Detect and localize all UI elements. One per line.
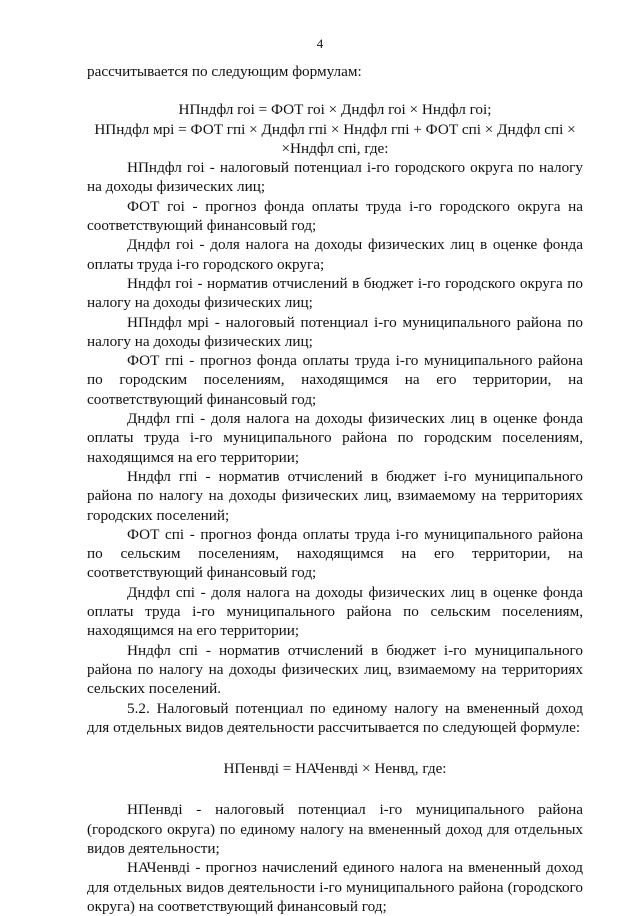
definition-paragraph: ФОТ гпі - прогноз фонда оплаты труда і-го муниципального района по городским поселениям, находящимся на его территории, на соответствующий финансовый год;: [87, 352, 583, 408]
document-body: [87, 62, 583, 916]
formula-ndfl-district-line1: НПндфл мрі = ФОТ гпі × Дндфл гпі × Нндфл гпі + ФОТ спі × Дндфл спі ×: [94, 120, 576, 138]
definition-paragraph: НАЧенвді - прогноз начислений единого налога на вмененный доход для отдельных видов деятельности і-го муниципального района (городского округа) на соответствующий финансовый год;: [87, 859, 583, 915]
definition-paragraph: Дндфл спі - доля налога на доходы физических лиц в оценке фонда оплаты труда і-го муниципального района по сельским поселениям, находящимся на его территории;: [87, 583, 583, 640]
page-number: 4: [316, 36, 324, 51]
definition-paragraph: НПенвді - налоговый потенциал і-го муниципального района (городского округа) по единому налогу на вмененный доход для отдельных видов деятельности;: [87, 801, 583, 857]
definition-paragraph: Нндфл гоі - норматив отчислений в бюджет і-го городского округа по налогу на доходы физических лиц;: [87, 274, 583, 312]
definition-paragraph: Нндфл спі - норматив отчислений в бюджет і-го муниципального района по налогу на доходы физических лиц, взимаемому на территориях сельских поселений.: [87, 641, 583, 698]
definition-paragraph: ФОТ спі - прогноз фонда оплаты труда і-го муниципального района по сельским поселениям, находящимся на его территории, на соответствующий финансовый год;: [87, 525, 583, 582]
formula-ndfl-district-line2: ×Нндфл спі, где:: [281, 139, 389, 157]
formula-envd: НПенвді = НАЧенвді × Ненвд, где:: [223, 760, 447, 778]
section-5-2-paragraph: 5.2. Налоговый потенциал по единому налогу на вмененный доход для отдельных видов деятельности рассчитывается по следующей формуле:: [87, 699, 583, 736]
definition-paragraph: Дндфл гпі - доля налога на доходы физических лиц в оценке фонда оплаты труда і-го муниципального района по городским поселениям, находящимся на его территории;: [87, 410, 583, 466]
definition-paragraph: ФОТ гоі - прогноз фонда оплаты труда і-го городского округа на соответствующий финансовый год;: [87, 197, 583, 235]
formula-ndfl-city: НПндфл гоі = ФОТ гоі × Дндфл гоі × Нндфл гоі;: [178, 101, 492, 119]
intro-line: рассчитывается по следующим формулам:: [87, 63, 362, 80]
definition-paragraph: Дндфл гоі - доля налога на доходы физических лиц в оценке фонда оплаты труда і-го городского округа;: [87, 236, 583, 273]
definition-paragraph: НПндфл мрі - налоговый потенциал і-го муниципального района по налогу на доходы физических лиц;: [87, 313, 583, 350]
definition-paragraph: Нндфл гпі - норматив отчислений в бюджет і-го муниципального района по налогу на доходы физических лиц, взимаемому на территориях городских поселений;: [87, 467, 583, 524]
definition-paragraph: НПндфл гоі - налоговый потенциал і-го городского округа по налогу на доходы физических лиц;: [87, 159, 583, 196]
